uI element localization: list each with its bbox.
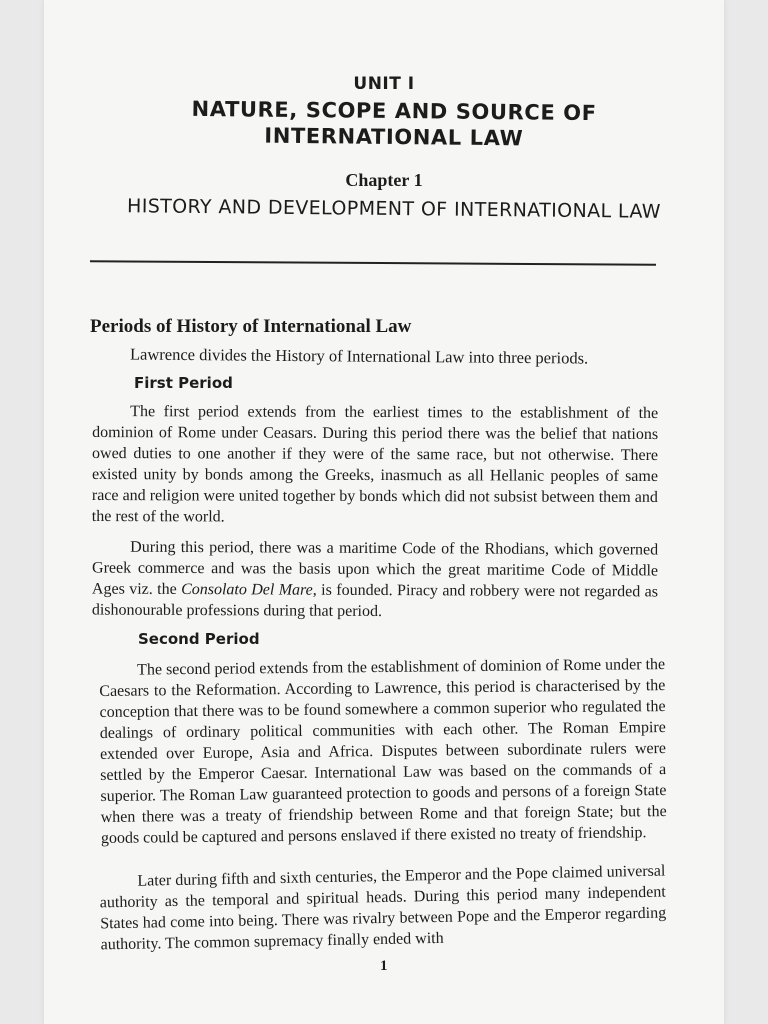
title-divider <box>90 260 656 265</box>
part-title: NATURE, SCOPE AND SOURCE OF INTERNATIONAL LAW <box>191 96 597 151</box>
first-period-paragraph-2-start: During this period, there was a maritime Code of the Rhodians, which governed Greek commerce and was the basis upon which the great maritime Code of Middle Ages viz. the <box>91 538 659 598</box>
chapter-label: Chapter 1 <box>345 170 423 190</box>
section-intro: Lawrence divides the History of International Law into three periods. <box>129 344 589 368</box>
consolato-del-mare-term: Consolato Del Mare <box>181 580 313 599</box>
chapter-title: HISTORY AND DEVELOPMENT OF INTERNATIONAL LAW <box>126 195 662 223</box>
second-period-paragraph-1: The second period extends from the establishment of dominion of Rome under the Caesars to the Reformation. According to Lawrence, this period is characterised by the conception that there was to be found somewhere a common superior who regulated the dealings of ordinary political communities with each other. The Roman Empire extended over Europe, Asia and Africa. Disputes between subordinate rulers were settled by the Emperor Caesar. International Law was based on the commands of a superior. The Roman Law guaranteed protection to goods and persons of a foreign State when there was a treaty of friendship between Rome and that foreign State; but the goods could be captured and persons enslaved if there existed no treaty of friendship. <box>99 656 667 847</box>
second-period-paragraph-2: Later during fifth and sixth centuries, the Emperor and the Pope claimed universal authority as the temporal and spiritual heads. During this period many independent States had come into being. There was rivalry between Pope and the Emperor regarding authority. The common supremacy finally ended with <box>99 862 667 954</box>
first-period-paragraph-2-end: , is founded. Piracy and robbery were not regarded as dishonourable professions during that period. <box>91 581 659 621</box>
book-page <box>44 0 724 1024</box>
second-period-heading: Second Period <box>138 630 260 648</box>
first-period-heading: First Period <box>134 374 233 392</box>
section-heading: Periods of History of International Law <box>90 316 412 337</box>
first-period-paragraph-2 <box>92 537 658 624</box>
unit-label: UNIT I <box>353 74 415 94</box>
first-period-paragraph-1: The first period extends from the earliest times to the establishment of the dominion of Rome under Ceasars. During this period there was the belief that nations owed duties to one another if they were of the same race, but not otherwise. There existed unity by bonds among the Greeks, inasmuch as all Hellanic peoples of same race and religion were united together by bonds which did not subsist between them and the rest of the world. <box>91 403 659 526</box>
page-number: 1 <box>380 958 388 974</box>
